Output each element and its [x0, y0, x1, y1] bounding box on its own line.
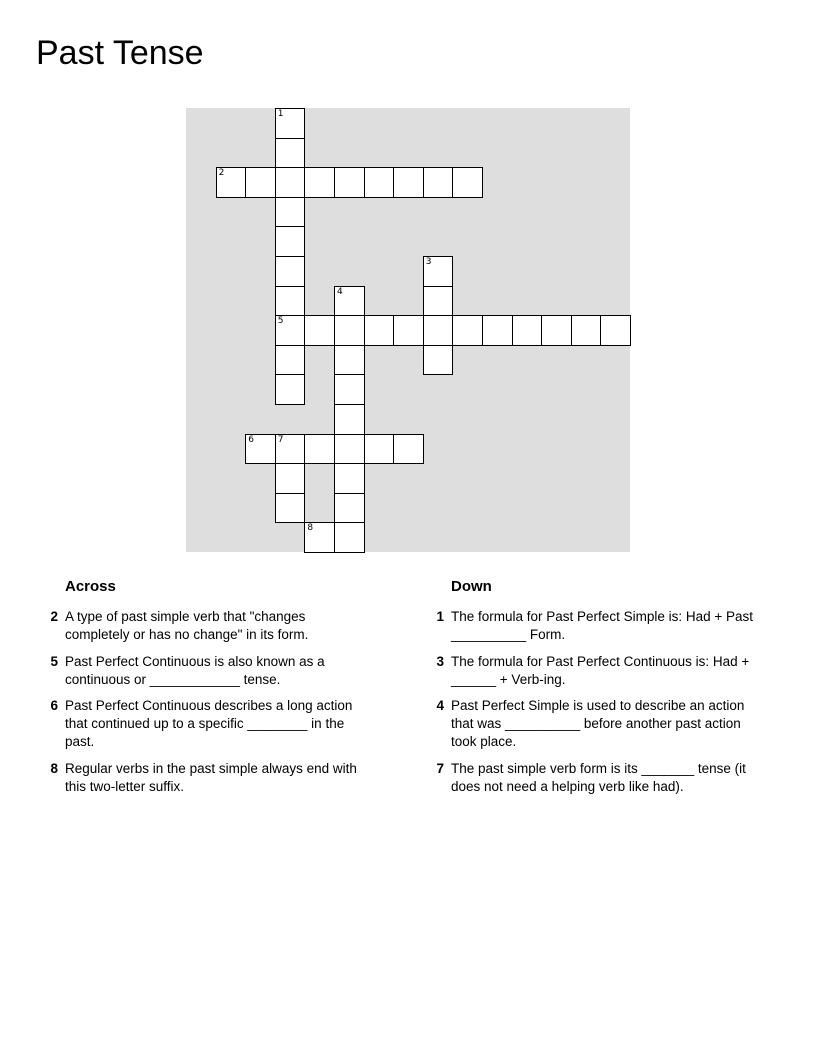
- across-clues: [43, 578, 373, 804]
- cell-number: 2: [218, 168, 225, 179]
- grid-cell[interactable]: [334, 286, 365, 317]
- crossword-grid: [186, 108, 630, 552]
- clue-text: Regular verbs in the past simple always end with this two-letter suffix.: [65, 760, 357, 794]
- grid-cell[interactable]: [334, 404, 365, 435]
- grid-cell[interactable]: [334, 167, 365, 198]
- grid-cell[interactable]: [393, 315, 424, 346]
- grid-cell[interactable]: [334, 522, 365, 553]
- grid-cell[interactable]: [245, 167, 276, 198]
- grid-cell[interactable]: [334, 463, 365, 494]
- page-title: Past Tense: [36, 34, 204, 72]
- clue-down-7: [429, 760, 759, 796]
- clue-text: The formula for Past Perfect Continuous is: Had + ______ + Verb-ing.: [451, 653, 750, 687]
- grid-cell[interactable]: [364, 167, 395, 198]
- grid-cell[interactable]: [275, 197, 306, 228]
- grid-cell[interactable]: [275, 138, 306, 169]
- grid-cell[interactable]: [304, 167, 335, 198]
- grid-cell[interactable]: [571, 315, 602, 346]
- clue-down-4: [429, 697, 759, 751]
- grid-cell[interactable]: [334, 434, 365, 465]
- cell-number: 5: [277, 316, 284, 327]
- grid-cell[interactable]: [334, 315, 365, 346]
- grid-cell[interactable]: [482, 315, 513, 346]
- grid-cell[interactable]: [275, 315, 306, 346]
- clue-across-2: [43, 608, 373, 644]
- grid-cell[interactable]: [304, 434, 335, 465]
- clue-across-8: [43, 760, 373, 796]
- grid-cell[interactable]: [334, 374, 365, 405]
- cell-number: 8: [307, 523, 314, 534]
- clue-number: 3: [436, 653, 444, 669]
- clue-text: The formula for Past Perfect Simple is: Had + Past __________ Form.: [451, 609, 753, 642]
- grid-cell[interactable]: [423, 286, 454, 317]
- grid-cell[interactable]: [275, 286, 306, 317]
- grid-cell[interactable]: [452, 315, 483, 346]
- grid-cell[interactable]: [423, 315, 454, 346]
- grid-cell[interactable]: [275, 434, 306, 465]
- grid-cell[interactable]: [275, 463, 306, 494]
- grid-cell[interactable]: [334, 345, 365, 376]
- clue-text: Past Perfect Simple is used to describe an action that was __________ before another past action took place.: [451, 698, 745, 749]
- grid-cell[interactable]: [275, 256, 306, 287]
- clue-down-3: [429, 653, 759, 689]
- grid-cell[interactable]: [275, 493, 306, 524]
- down-heading: Down: [451, 578, 492, 595]
- clue-number: 4: [436, 698, 444, 713]
- grid-cell[interactable]: [275, 345, 306, 376]
- grid-cell[interactable]: [334, 493, 365, 524]
- grid-cell[interactable]: [600, 315, 631, 346]
- grid-cell[interactable]: [275, 108, 306, 139]
- cell-number: 4: [337, 286, 343, 297]
- across-clue-list: [43, 608, 373, 796]
- grid-cell[interactable]: [245, 434, 276, 465]
- grid-cell[interactable]: [423, 345, 454, 376]
- cell-number: 7: [277, 434, 284, 445]
- cell-number: 3: [425, 257, 432, 267]
- clue-text: Past Perfect Continuous describes a long action that continued up to a specific ________ in the past.: [65, 698, 353, 749]
- grid-cell[interactable]: [512, 315, 543, 346]
- cell-number: 1: [277, 109, 284, 119]
- clue-number: 6: [50, 698, 58, 713]
- grid-cell[interactable]: [216, 167, 247, 198]
- grid-cell[interactable]: [304, 315, 335, 346]
- grid-cell[interactable]: [393, 434, 424, 465]
- clue-text: The past simple verb form is its _______ tense (it does not need a helping verb like had).: [451, 760, 746, 794]
- grid-cell[interactable]: [423, 167, 454, 198]
- clue-number: 8: [50, 760, 58, 776]
- grid-cell[interactable]: [393, 167, 424, 198]
- grid-cell[interactable]: [275, 226, 306, 257]
- clue-across-5: [43, 653, 373, 689]
- clue-across-6: [43, 697, 373, 751]
- grid-cell[interactable]: [364, 434, 395, 465]
- grid-cell[interactable]: [304, 522, 335, 553]
- clue-text: Past Perfect Continuous is also known as a continuous or ____________ tense.: [65, 653, 325, 687]
- down-clues: [429, 578, 759, 804]
- cell-number: 6: [248, 434, 254, 445]
- grid-cell[interactable]: [275, 374, 306, 405]
- grid-cell[interactable]: [364, 315, 395, 346]
- grid-cell[interactable]: [275, 167, 306, 198]
- clue-down-1: [429, 608, 759, 644]
- clue-number: 7: [436, 760, 444, 776]
- down-clue-list: [429, 608, 759, 796]
- grid-cell[interactable]: [452, 167, 483, 198]
- grid-cell[interactable]: [423, 256, 454, 287]
- clue-number: 1: [436, 609, 444, 624]
- across-heading: Across: [65, 578, 116, 595]
- clue-text: A type of past simple verb that "changes completely or has no change" in its form.: [65, 609, 309, 642]
- grid-cell[interactable]: [541, 315, 572, 346]
- clue-number: 5: [50, 653, 58, 669]
- clue-number: 2: [50, 609, 58, 624]
